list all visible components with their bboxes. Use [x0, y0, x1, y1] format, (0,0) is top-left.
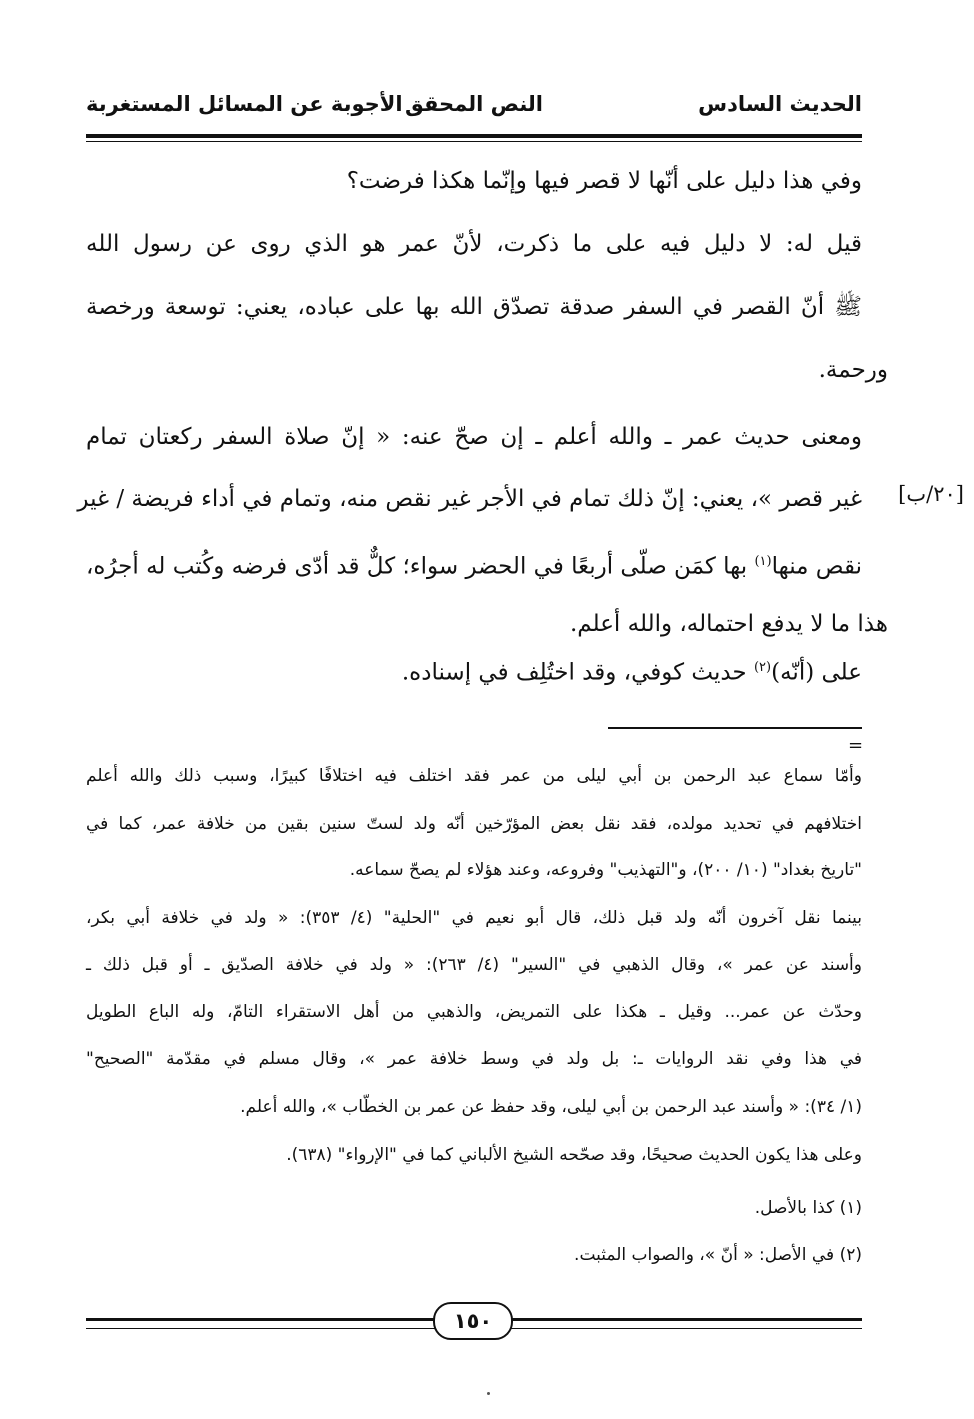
- body-line-8: هذا ما لا يدفع احتماله، والله أعلم.: [569, 611, 888, 637]
- scan-dot: [487, 1392, 490, 1395]
- manuscript-folio-marker: [٢٠/ب]: [898, 482, 964, 506]
- body-line-3: ﷺ أنّ القصر في السفر صدقة تصدّق الله بها على عباده، يعني: توسعة ورخصة: [86, 294, 862, 320]
- footnote-separator: [608, 727, 862, 729]
- header-rule-thick: [86, 134, 862, 138]
- footnote-continuation-mark: =: [848, 735, 864, 756]
- body-line-9: [402, 653, 862, 688]
- body-line-2: قيل له: لا دليل فيه على ما ذكرت، لأنّ عمر هو الذي روى عن رسول الله: [86, 231, 862, 257]
- body-line-6: غير قصر »، يعني: إنّ ذلك تمام في الأجر غير نقص منه، وتمام في أداء فريضة / غير: [77, 486, 862, 512]
- header-section-title: النص المحقق: [405, 92, 543, 116]
- footnote-ref-1: (١): [754, 554, 772, 569]
- footnote-line-7: في هذا وفي نقد الروايات ـ: بل ولد في وسط خلافة عمر »، وقال مسلم في مقدّمة "الصحيح": [86, 1049, 862, 1069]
- body-line-5: ومعنى حديث عمر ـ والله أعلم ـ إن صحّ عنه: « إنّ صلاة السفر ركعتان تمام: [86, 424, 862, 450]
- footnote-line-2: اختلافهم في تحديد مولده، فقد نقل بعض المؤرّخين أنّه ولد لستّ سنين بقين من خلافة عمر، كما في: [86, 814, 862, 834]
- footnote-line-9: وعلى هذا يكون الحديث صحيحًا، وقد صحّحه الشيخ الألباني كما في "الإرواء" (٦٣٨).: [286, 1145, 862, 1165]
- body-line-9-text-a: على (أنّه): [771, 659, 862, 686]
- header-book-title: الأجوبة عن المسائل المستغربة: [86, 92, 403, 116]
- running-header: [86, 88, 862, 128]
- footnote-line-3: "تاريخ بغداد" (١٠/ ٢٠٠)، و"التهذيب" وفروعه، وعند هؤلاء لم يصحّ سماعه.: [349, 860, 862, 880]
- footnote-line-8: (١/ ٣٤): « وأسند عبد الرحمن بن أبي ليلى، وقد حفظ عن عمر بن الخطّاب »، والله أعلم.: [240, 1097, 862, 1117]
- footnote-line-1: وأمّا سماع عبد الرحمن بن أبي ليلى من عمر فقد اختلف فيه اختلافًا كبيرًا، وسبب ذلك والله أعلم: [86, 766, 862, 786]
- footnote-line-5: وأسند عن عمر »، وقال الذهبي في "السير" (٤/ ٢٦٣): « ولد في خلافة الصدّيق ـ أو قبل ذلك ـ: [86, 955, 862, 975]
- footnote-note-2: (٢) في الأصل: « أنّ »، والصواب المثبت.: [574, 1245, 862, 1265]
- footnote-line-6: وحدّث عن عمر... وقيل ـ هكذا على التمريض، والذهبي من أهل الاستقراء التامّ، وله الباع الطويل: [86, 1002, 862, 1022]
- header-rule-thin: [86, 141, 862, 142]
- body-line-7-text-b: بها كمَن صلّى أربعًا في الحضر سواء؛ كلٌّ قد أدّى فرضه وكُتب له أجرُه،: [85, 553, 755, 580]
- body-line-9-text-b: حديث كوفي، وقد اختُلِف في إسناده.: [401, 659, 754, 686]
- body-line-7-text-a: نقص منها: [771, 553, 862, 580]
- page-number: ١٥٠: [433, 1302, 513, 1340]
- body-line-1: وفي هذا دليل على أنّها لا قصر فيها وإنّما هكذا فرضت؟: [346, 168, 862, 194]
- footnote-note-1: (١) كذا بالأصل.: [754, 1198, 862, 1218]
- footnote-ref-2: (٢): [753, 660, 772, 675]
- body-line-4: ورحمة.: [818, 357, 888, 383]
- header-chapter-title: الحديث السادس: [698, 92, 862, 116]
- footnote-line-4: بينما نقل آخرون أنّه ولد قبل ذلك، قال أبو نعيم في "الحلية" (٤/ ٣٥٣): « ولد في خلافة أبي بكر،: [86, 908, 862, 928]
- body-line-7: [86, 547, 862, 582]
